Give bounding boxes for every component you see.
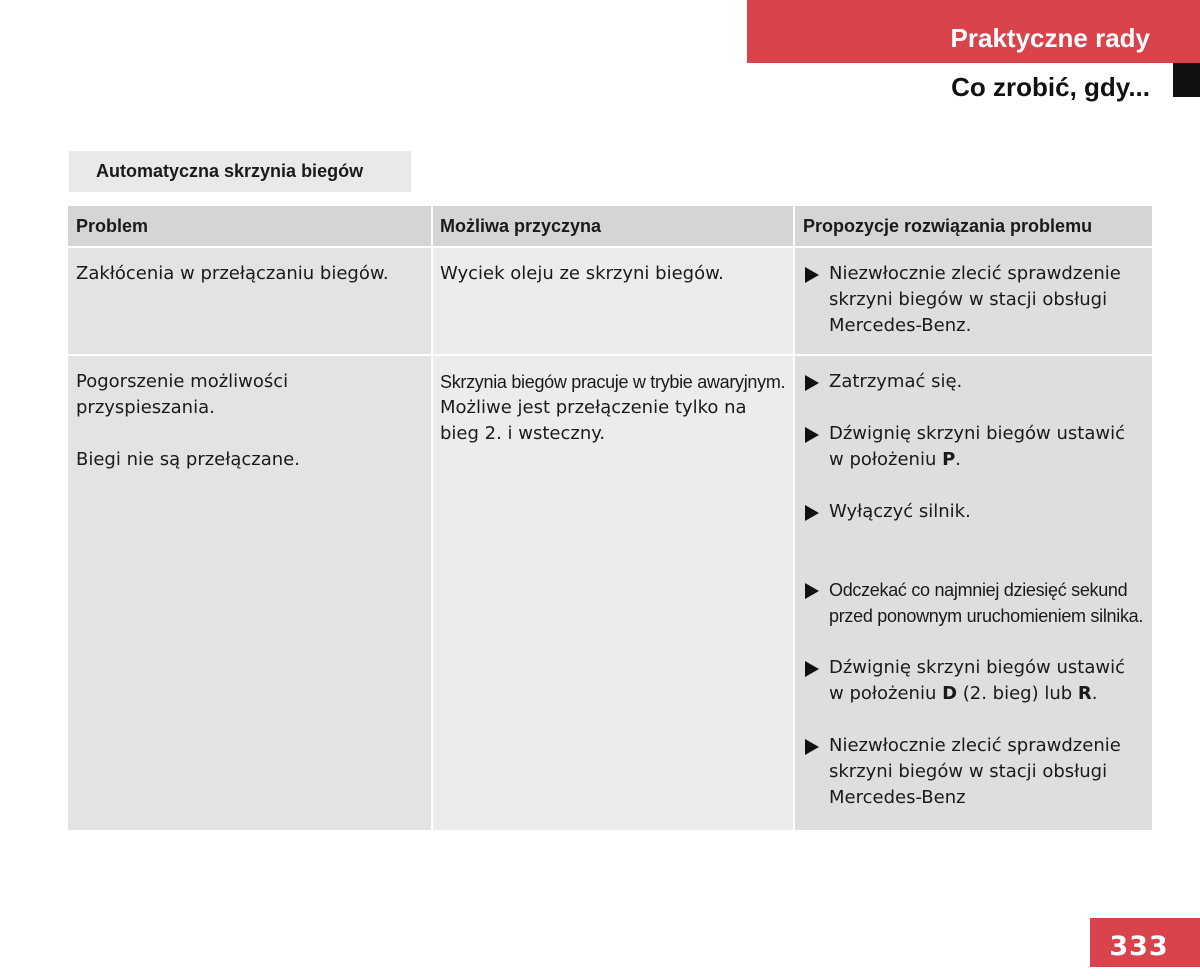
cause-cell bbox=[431, 356, 795, 830]
solution-item: Dźwignię skrzyni biegów ustawić w położeniu P. bbox=[805, 421, 1152, 473]
problem-cell bbox=[68, 248, 431, 354]
section-label: Automatyczna skrzynia biegów bbox=[69, 151, 411, 192]
header-solution: Propozycje rozwiązania problemu bbox=[795, 206, 1152, 246]
thumb-index-mark bbox=[1173, 63, 1200, 97]
header-problem: Problem bbox=[68, 206, 431, 246]
chapter-title: Praktyczne rady bbox=[950, 23, 1150, 53]
solution-item: Zatrzymać się. bbox=[805, 369, 1152, 395]
cause-cell bbox=[431, 248, 795, 354]
solution-item: Niezwłocznie zlecić sprawdzenie skrzyni biegów w stacji obsługi Mercedes-Benz. bbox=[805, 261, 1152, 339]
cause-text: bieg 2. i wsteczny. bbox=[440, 423, 606, 444]
solution-cell bbox=[795, 248, 1152, 354]
header-cause: Możliwa przyczyna bbox=[431, 206, 795, 246]
cause-text: Wyciek oleju ze skrzyni biegów. bbox=[440, 263, 724, 284]
solution-item: Niezwłocznie zlecić sprawdzenie skrzyni biegów w stacji obsługi Mercedes-Benz bbox=[805, 733, 1152, 811]
triangle-bullet-icon bbox=[805, 583, 819, 599]
solution-item: Dźwignię skrzyni biegów ustawić w położeniu D (2. bieg) lub R. bbox=[805, 655, 1152, 707]
cause-text: Możliwe jest przełączenie tylko na bbox=[440, 397, 747, 418]
problem-text: Pogorszenie możliwości przyspieszania. bbox=[76, 371, 289, 418]
problem-cell bbox=[68, 356, 431, 830]
subchapter-title: Co zrobić, gdy... bbox=[951, 72, 1150, 102]
triangle-bullet-icon bbox=[805, 739, 819, 755]
table-header-row bbox=[68, 206, 1152, 246]
solution-item: Odczekać co najmniej dziesięć sekund przed ponownym uruchomieniem silnika. bbox=[805, 577, 1152, 629]
cause-text: Skrzynia biegów pracuje w trybie awaryjnym. bbox=[440, 372, 786, 392]
chapter-tab bbox=[747, 0, 1200, 63]
table-row bbox=[68, 248, 1152, 354]
triangle-bullet-icon bbox=[805, 427, 819, 443]
triangle-bullet-icon bbox=[805, 375, 819, 391]
solution-item: Wyłączyć silnik. bbox=[805, 499, 1152, 525]
problem-text: Biegi nie są przełączane. bbox=[76, 449, 300, 470]
troubleshooting-table bbox=[68, 206, 1152, 830]
page-number: 333 bbox=[1090, 918, 1200, 967]
triangle-bullet-icon bbox=[805, 661, 819, 677]
solution-cell bbox=[795, 356, 1152, 830]
triangle-bullet-icon bbox=[805, 505, 819, 521]
table-row bbox=[68, 356, 1152, 830]
triangle-bullet-icon bbox=[805, 267, 819, 283]
problem-text: Zakłócenia w przełączaniu biegów. bbox=[76, 263, 389, 284]
